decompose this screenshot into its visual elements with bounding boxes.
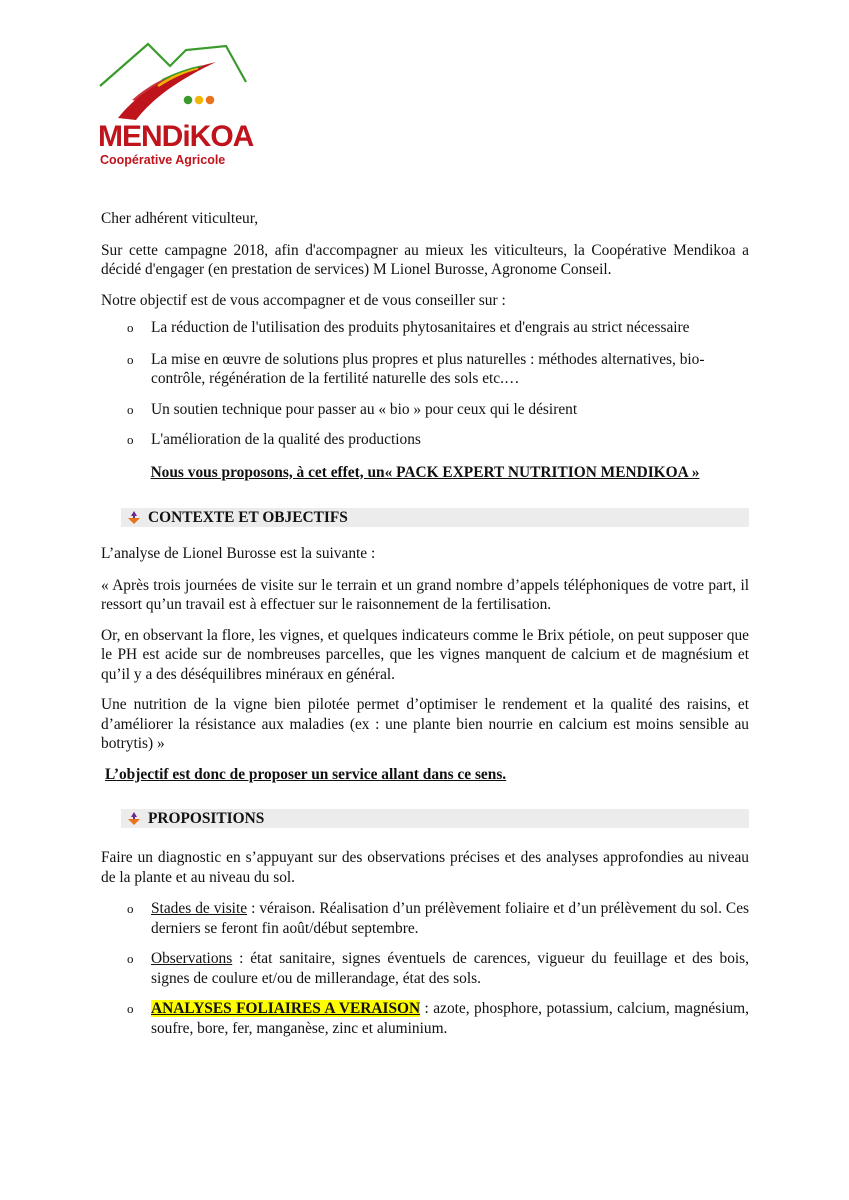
objectives-list [101,318,749,450]
list-item: o Un soutien technique pour passer au « bio » pour ceux qui le désirent [101,400,749,420]
mendikoa-logo [98,38,258,173]
propositions-intro: Faire un diagnostic en s’appuyant sur des observations précises et des analyses approfondies au niveau de la plante et au niveau du sol. [101,849,749,886]
analysis-paragraph: « Après trois journées de visite sur le terrain et un grand nombre d’appels téléphoniques de votre part, il ressort qu’un travail est à effectuer sur le raisonnement de la fertilisation. [101,576,749,613]
section-title: CONTEXTE ET OBJECTIFS [148,508,348,526]
analysis-paragraph: Or, en observant la flore, les vignes, et quelques indicateurs comme le Brix pétiole, on peut supposer que le PH est acide sur de nombreuses parcelles, que les vignes manquent de calcium et de magnésium et qu’il y a des déséquilibres minéraux en général. [101,626,749,683]
item-text: : état sanitaire, signes éventuels de carences, vigueur du feuillage et des bois, signes de coulure et/ou de millerandage, état des sols. [151,950,749,987]
logo-subtitle: Coopérative Agricole [100,153,226,167]
arrow-marker-icon [126,811,142,827]
section-heading-propositions [121,809,749,828]
item-text: : véraison. Réalisation d’un prélèvement foliaire et d’un prélèvement du sol. Ces derniers se feront fin août/début septembre. [151,900,750,937]
letter-body [101,209,749,1038]
objective-intro: Notre objectif est de vous accompagner et de vous conseiller sur : [101,291,506,309]
list-item: o La mise en œuvre de solutions plus propres et plus naturelles : méthodes alternatives, bio-contrôle, régénération de la fertilité naturelle des sols etc.… [101,350,749,389]
list-item: o La réduction de l'utilisation des produits phytosanitaires et d'engrais au strict nécessaire [101,318,749,338]
list-item: o L'amélioration de la qualité des productions [101,430,749,450]
logo-wordmark: MENDiKOA [98,120,254,153]
objective-conclusion: L’objectif est donc de proposer un service allant dans ce sens. [105,765,507,783]
arrow-marker-icon [126,510,142,526]
item-text: : azote, phosphore, potassium, calcium, magnésium, soufre, bore, fer, manganèse, zinc et aluminium. [151,1000,749,1037]
item-label: Observations [151,950,233,967]
pack-title: Nous vous proposons, à cet effet, un« PACK EXPERT NUTRITION MENDIKOA » [150,463,700,481]
section-heading-contexte [121,508,749,527]
analysis-paragraph: Une nutrition de la vigne bien pilotée permet d’optimiser le rendement et la qualité des raisins, et d’améliorer la résistance aux maladies (ex : une plante bien nourrie en calcium est moins sensible au botrytis) » [101,696,749,752]
section-title: PROPOSITIONS [148,809,265,827]
analysis-intro: L’analyse de Lionel Burosse est la suivante : [101,545,376,562]
list-item [101,949,749,988]
item-label-highlight: ANALYSES FOLIAIRES A VERAISON [151,1000,421,1017]
list-item [101,899,749,938]
greeting: Cher adhérent viticulteur, [101,210,259,227]
list-item [101,999,749,1038]
item-label: Stades de visite [151,900,248,917]
logo-mountain-icon [98,38,258,128]
propositions-list [101,899,749,1038]
intro-paragraph: Sur cette campagne 2018, afin d'accompagner au mieux les viticulteurs, la Coopérative Mendikoa a décidé d'engager (en prestation de services) M Lionel Burosse, Agronome Conseil. [101,241,749,278]
